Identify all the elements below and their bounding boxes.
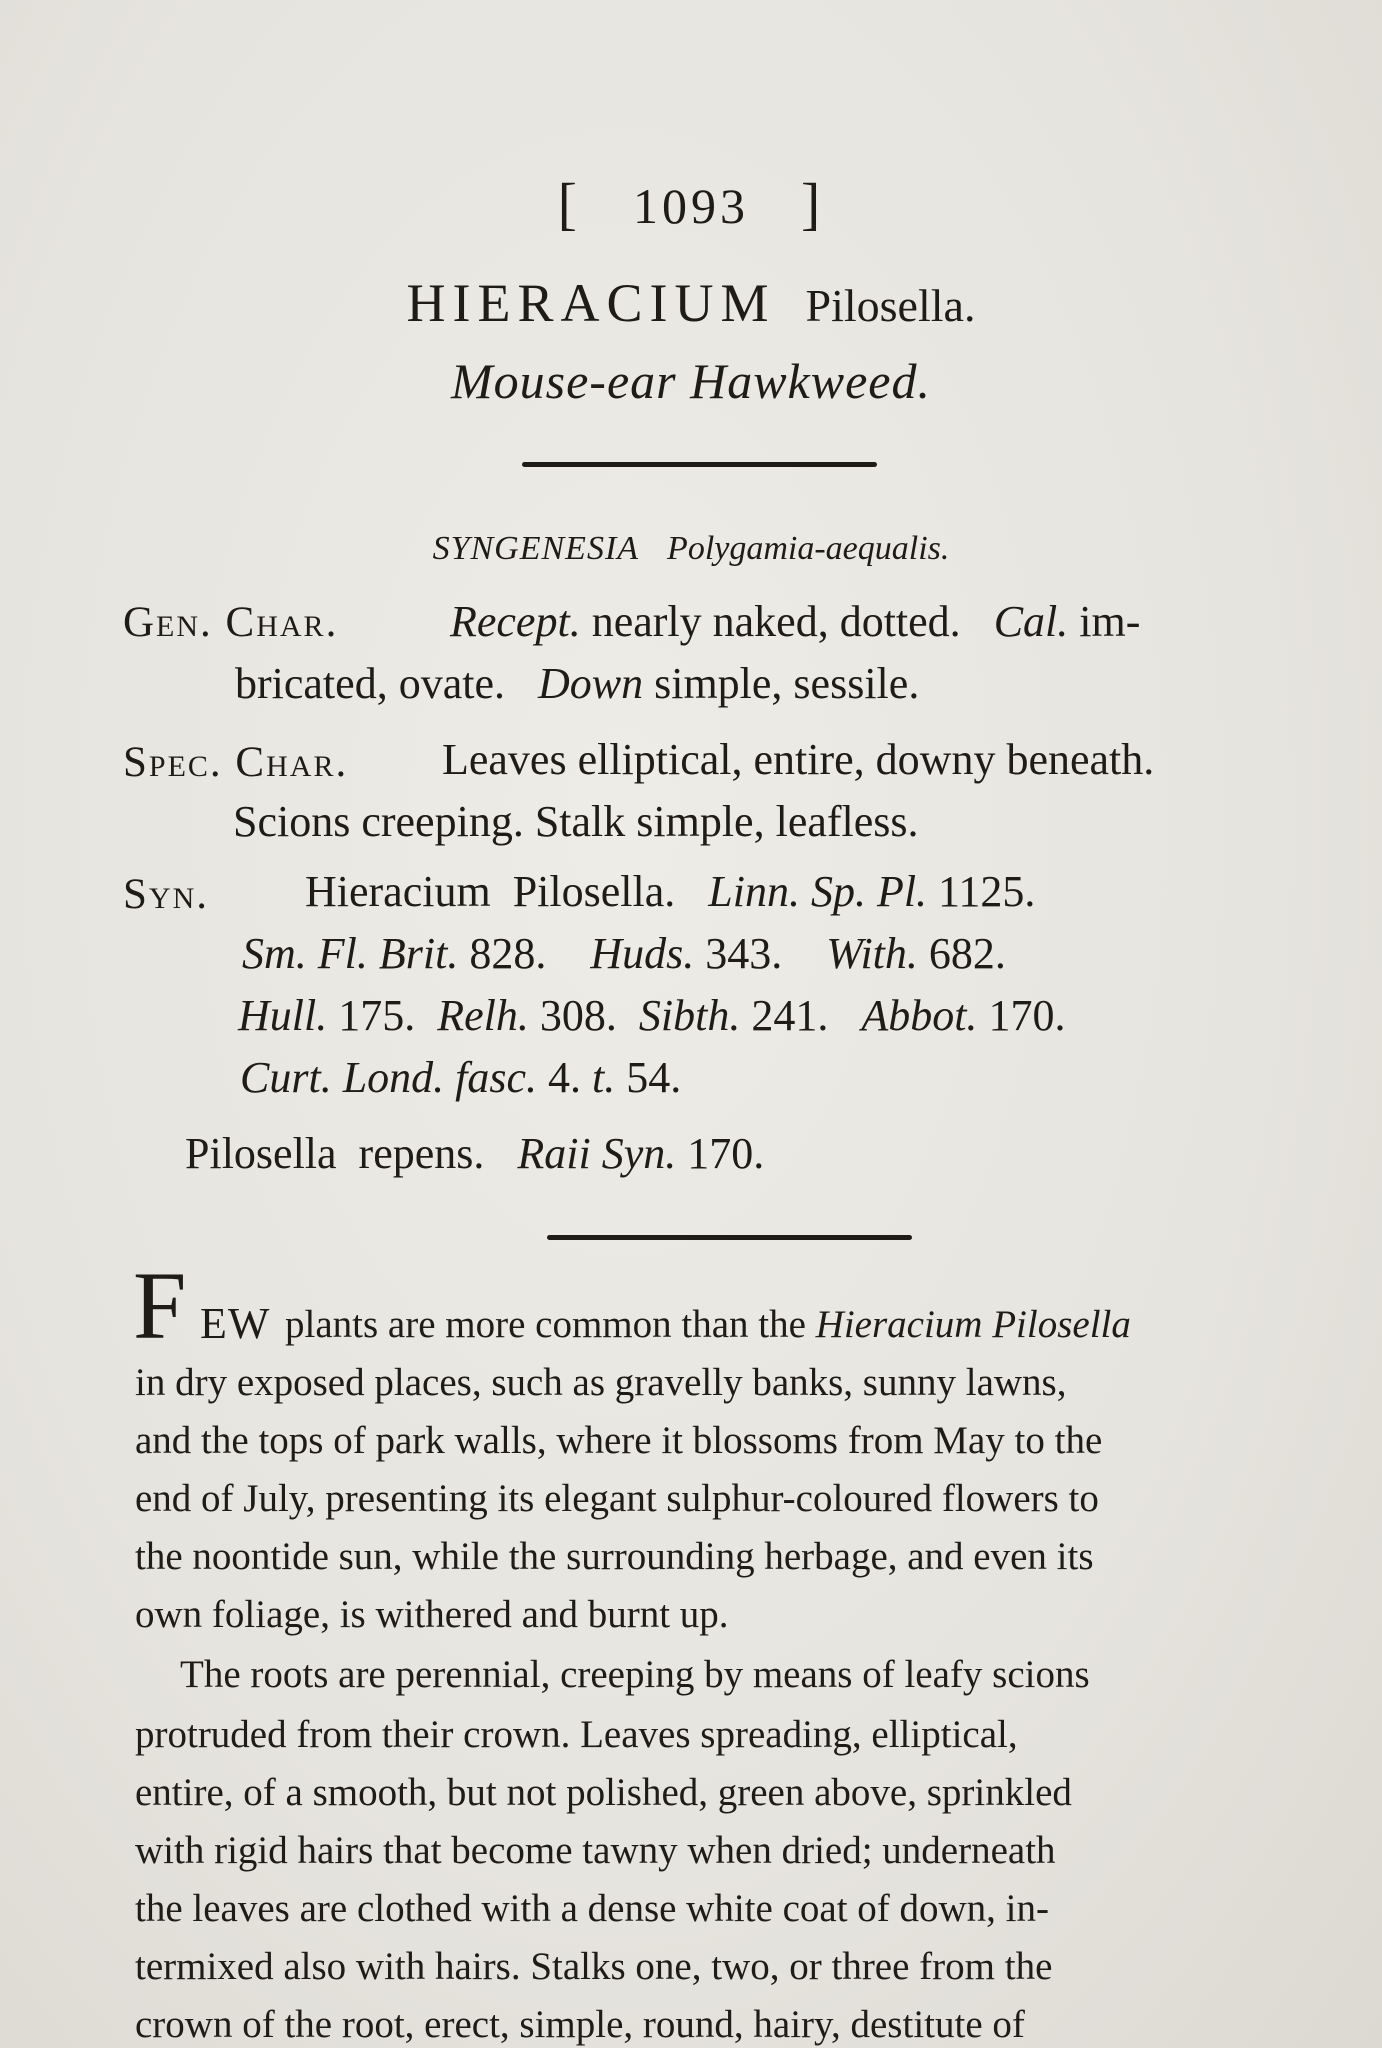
text-run: 682. <box>917 929 1006 978</box>
synonym-line <box>305 866 1035 917</box>
body-line: termixed also with hairs. Stalks one, two, or three from the <box>135 1945 1053 1988</box>
synonym-line <box>185 1128 764 1179</box>
spec-char-line: Scions creeping. Stalk simple, leafless. <box>233 797 919 846</box>
italic-run: With. <box>826 929 918 978</box>
text-run: 170. <box>977 991 1066 1040</box>
text-run: 1125. <box>927 867 1036 916</box>
body-line: entire, of a smooth, but not polished, green above, sprinkled <box>135 1771 1072 1814</box>
text-run: end of July, presenting its elegant sulphur-coloured flowers to <box>135 1477 1099 1520</box>
common-name: Mouse-ear Hawkweed. <box>451 353 931 409</box>
text-run: 170. <box>676 1129 765 1178</box>
spec-char-label: Spec. Char. <box>123 739 349 786</box>
text-run: 241. <box>740 991 862 1040</box>
body-line <box>135 1592 1283 1637</box>
text-run: and the tops of park walls, where it blossoms from May to the <box>135 1419 1103 1462</box>
italic-run: Recept. <box>450 597 581 646</box>
order-name: Polygamia-aequalis. <box>667 530 950 567</box>
italic-run: Sibth. <box>638 991 741 1040</box>
bracket-close: ] <box>801 171 825 236</box>
italic-run: Huds. <box>590 929 695 978</box>
body-line: The roots are perennial, creeping by means of leafy scions <box>180 1653 1090 1696</box>
body-line <box>135 1418 1283 1463</box>
body-line: the leaves are clothed with a dense white coat of down, in- <box>135 1887 1050 1930</box>
italic-run: Curt. Lond. fasc. <box>240 1053 538 1102</box>
gen-char-label: Gen. Char. <box>123 599 339 646</box>
italic-run: Hull. <box>238 991 328 1040</box>
text-run: 4. <box>537 1053 593 1102</box>
species-title <box>0 272 1382 334</box>
italic-run: t. <box>592 1053 616 1102</box>
italic-run: Hieracium Pilosella <box>815 1303 1131 1346</box>
text-run: in dry exposed places, such as gravelly banks, sunny lawns, <box>135 1361 1067 1404</box>
bracket-open: [ <box>557 171 581 236</box>
body-line: crown of the root, erect, simple, round, hairy, destitute of <box>135 2003 1025 2046</box>
italic-run: Linn. Sp. Pl. <box>708 867 928 916</box>
italic-run: Raii Syn. <box>517 1129 677 1178</box>
syn-label: Syn. <box>123 871 209 918</box>
text-run: 175. <box>327 991 438 1040</box>
text-run: nearly naked, dotted. <box>580 597 994 646</box>
body-line <box>135 1476 1283 1521</box>
page-number: 1093 <box>633 178 749 234</box>
species-name: Pilosella. <box>805 280 976 331</box>
divider-rule <box>522 462 877 467</box>
gen-char-line <box>450 596 1140 647</box>
genus-name: HIERACIUM <box>406 273 776 333</box>
synonym-line <box>240 1052 681 1103</box>
italic-run: Relh. <box>437 991 529 1040</box>
spec-char-line: Leaves elliptical, entire, downy beneath. <box>442 735 1155 784</box>
divider-rule <box>547 1235 912 1240</box>
drop-cap: F <box>133 1252 187 1359</box>
text-run: 54. <box>615 1053 682 1102</box>
synonym-line <box>242 928 1006 979</box>
synonym-line <box>238 990 1065 1041</box>
text-run: Pilosella repens. <box>185 1129 518 1178</box>
body-line <box>285 1302 1382 1347</box>
italic-run: Cal. <box>993 597 1069 646</box>
page-number-header <box>0 170 1382 237</box>
body-line <box>135 1534 1283 1579</box>
body-line <box>135 1360 1283 1405</box>
gen-char-line <box>235 658 919 709</box>
body-line: with rigid hairs that become tawny when dried; underneath <box>135 1829 1056 1872</box>
body-line: protruded from their crown. Leaves spreading, elliptical, <box>135 1713 1018 1756</box>
linnaean-classification <box>0 530 1382 568</box>
text-run: 828. <box>458 929 591 978</box>
text-run: plants are more common than the <box>285 1303 816 1346</box>
text-run: 308. <box>528 991 639 1040</box>
text-run: 343. <box>694 929 827 978</box>
italic-run: Sm. Fl. Brit. <box>242 929 459 978</box>
text-run: im- <box>1068 597 1141 646</box>
text-run: the noontide sun, while the surrounding herbage, and even its <box>135 1535 1094 1578</box>
italic-run: Down <box>537 659 644 708</box>
class-name: SYNGENESIA <box>432 530 640 567</box>
text-run: simple, sessile. <box>643 659 920 708</box>
italic-run: Abbot. <box>861 991 978 1040</box>
text-run: bricated, ovate. <box>235 659 538 708</box>
text-run: Hieracium Pilosella. <box>305 867 709 916</box>
text-run: own foliage, is withered and burnt up. <box>135 1593 729 1636</box>
first-word-rest: EW <box>200 1299 271 1348</box>
